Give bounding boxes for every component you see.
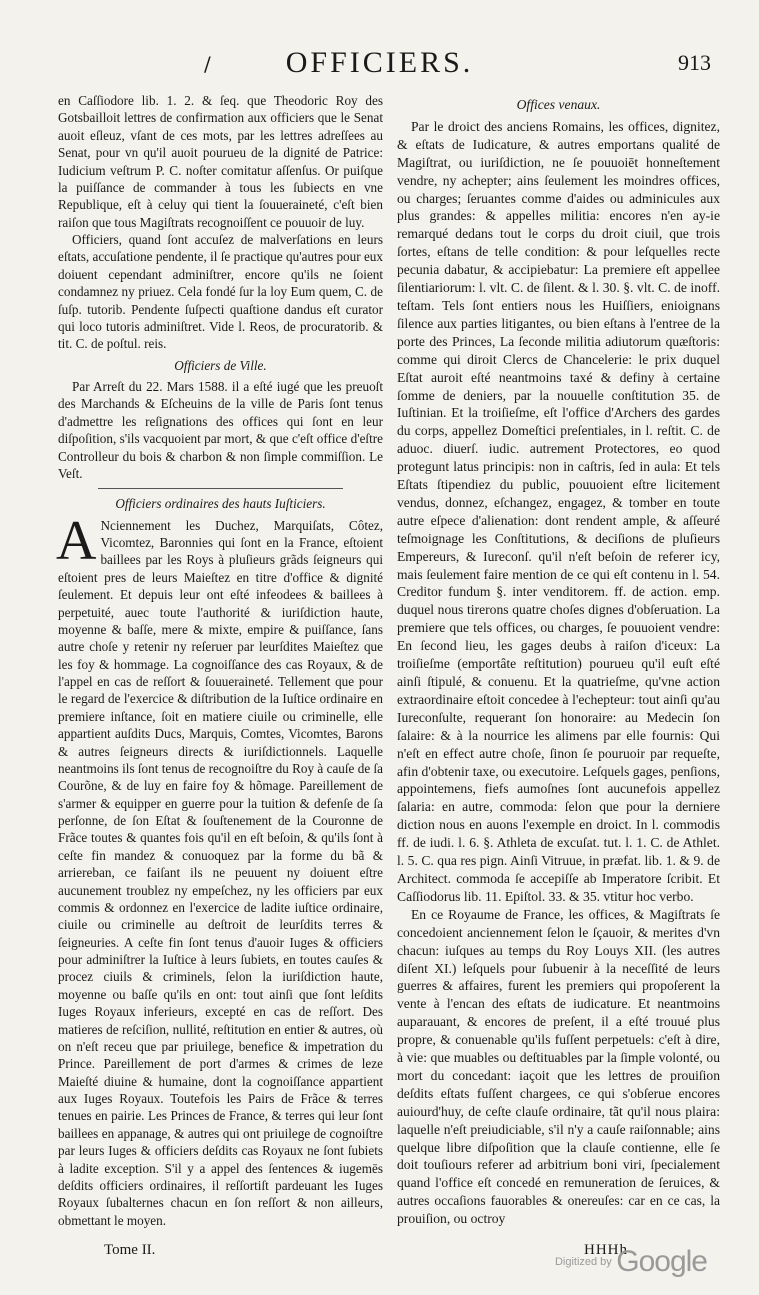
- section-heading-ville: Officiers de Ville.: [174, 357, 267, 373]
- watermark-prefix: Digitized by: [554, 1256, 612, 1268]
- paragraph-text: Nciennement les Duchez, Marquiſats, Côtez, Vicomtez, Baronnies qui ſont en la France, eſtoient baillees par les Roys à pluſieurs grãds ſeigneurs qui eſtoient pres de leurs Maieſtez en titre d'office & dignité ſeulement. Et depuis leur ont eſté infeodees & baillees à perpetuité, auec toute l'authorité & iuriſdiction haute, moyenne & baſſe, mere & mixte, empire & puiſſance, ſans autre choſe y retenir ny reſeruer par leurſdites Maieſtez que les foy & hommage. La cognoiſſance des cas Royaux, & de l'appel en cas de reſſort & ſouueraineté. Tellement que pour le regard de l'exercice & diſtribution de la Iuſtice ordinaire en premiere inſtance, ſoit en matiere ciuile ou criminelle, elle appartient auſdits Ducs, Marquis, Comtes, Vicomtes, Barons & autres ſeigneurs directs & iuriſdictionnels. Laquelle neantmoins ils ſont tenus de recognoiſtre du Roy à cauſe de ſa Courõne, & de luy en faire foy & hõmage. Pareillement de s'armer & equipper en guerre pour la tuition & defenſe de ſa perſonne, de ſon Eſtat & ſouſtenement de la Couronne de Frãce toutes & quantes fois qu'il en eſt beſoin, & qu'ils ſont à ceſte fin mandez & conuoquez par la forme du bã & arriereban, ce faiſant ils ne peuuent ny doiuent eſtre aucunement troublez ny empeſchez, ny les officiers par eux commis & ordonnez en l'exercice de ladite iuſtice ordinaire, ciuile ou criminelle au deſtroit de leurſdits terres & ſeigneuries. A ceſte fin ſont tenus d'auoir Iuges & officiers pour adminiſtrer la Iuſtice à leurs ſubiets, en toutes cauſes & procez ciuils & criminels, ſelon la iuriſdiction haute, moyenne ou baſſe qu'ils en ont: tout ainſi que ſont leſdits Iuges Royaux inferieurs, excepté en cas de reſſort. Des matieres de reſciſion, nullité, reſtitution en entier & autres, où on n'eſt receu que par priuilege, benefice & impetration du Prince. Pareillement de port d'armes & crimes de leze Maieſté diuine & humaine, dont la cognoiſſance appartient aux Iuges Royaux. Toutefois les Pairs de Frãce & terres tenues en pairie. Les Princes de France, & terres qui leur ſont baillees en appanage, & autres qui ont priuilege de cognoiſtre par leurs Iuges & officiers deſdits cas Royaux ne ſont ſubiets à ladite exception. S'il y a appel des ſentences & iugemēs deſdits officiers ordinaires, il reſſortiſt pardeuant les Iuges Royaux ſubalternes chacun en ſon reſſort & non ailleurs, obmettant le moyen.: [58, 517, 383, 1228]
- left-column: [58, 92, 383, 1229]
- paragraph: Par Arreſt du 22. Mars 1588. il a eſté iugé que les preuoſt des Marchands & Eſcheuins de la ville de Paris ſont tenus d'admettre les reſignations des offices qui ſont en leur diſpoſition, s'ils vacquoient par mort, & que c'eſt office d'eſtre Controlleur du bois & charbon & non ſimple commiſſion. Le Veſt.: [58, 379, 383, 481]
- header-slash: /: [204, 52, 211, 76]
- paragraph: En ce Royaume de France, les offices, & Magiſtrats ſe concedoient anciennement ſelon le ſçauoir, & merites d'vn chacun: iuſques au temps du Roy Louys XII. (les autres diſent XI.) leſquels pour ſubuenir à la neceſſité de leurs guerres & affaires, furent les premiers qui propoſerent la vente à l'encan des eſtats de iudicature. Et neantmoins auparauant, & encores de preſent, il a eſté trouué plus propre, & conuenable qu'ils fuſſent perpetuels: c'eſt à dire, à vie: que muables ou deſtituables par la ſimple volonté, ou mort du concedant: iaçoit que les lettres de prouiſion deſdits eſtats fuſſent chargees, ce qui s'obſerue encores auiourd'huy, de ceſte clauſe ordinaire, tãt qu'il nous plaira: laquelle n'eſt preiudiciable, s'il n'y a cauſe raiſonnable; ains quelque libre diſpoſition que la clauſe contienne, elle ſe doit touſiours referer ad arbitrium boni viri, ſpecialement quand l'office eſt concedé en remuneration de ſeruices, & autres occaſions fauorables & onereuſes: car en ce cas, la prouiſion, ou octroy: [397, 906, 720, 1227]
- right-column: [397, 92, 720, 1228]
- paragraph: Par le droict des anciens Romains, les offices, dignitez, & eſtats de Iudicature, & autres emportans qualité de Magiſtrat, ou iuriſdiction, ne ſe pouuoiēt honneſtement vendre, ny achepter; ains ſeulement les moindres offices, ou charges; ſeruantes comme d'aides ou adminicules aux plus grandes: & appelles militia: encores n'en ay-ie remarqué dedans tout le corps du droit ciuil, que trois ſortes, eſtans de telle condition: & pour leſquelles recte pecunia dabatur, & accipiebatur: La premiere eſt appellee ſilentiariorum: l. vlt. C. de ſilent. & l. 30. §. vlt. C. de inoff. teſtam. Tels ſont entiers nous les Huiſſiers, enioignans ſilence aux parties litigantes, ou bien eſtans à l'entree de la porte des Princes, La ſeconde militia adiutorum quæſtoris: comme qui diroit Clercs de Chancelerie: le prix duquel Eſtat auroit eſté neantmoins taxé & definy à certaine ſomme de deniers, par la nouuelle conſtitution 35. de Iuſtinian. Et la troiſieſme, eſt l'office d'Archers des gardes du corps, appellez Domeſtici preſentiales, in l. reſtit. C. de aduoc. diuerſ. iudic. autrement Protectores, eo quod protegunt latus principis: non in caſtris, ſed in aula: Et tels Eſtats ſtipendiez du public, pouuoient eſtre licitement vendus, donnez, eſchangez, engagez, & tomber en toute autre eſpece d'alienation: dont rendent ample, & aſſeuré teſmoignage les Conſtitutions, & deciſions de pluſieurs Empereurs, & Iureconſ. qu'il n'eſt beſoin de referer icy, mais ſeulement faire mention de ce qui eſt contenu in l. 54. Creditor fundum §. inter venditorem. ff. de action. emp. duquel nous tirerons quatre choſes dignes d'obſeruation. La premiere que tels offices, ou charges, ſe pouuoient vendre: En ſecond lieu, les gages deubs à raiſon d'iceux: La troiſieſme (emportâte reſtitution) pourueu qu'il euſt eſté ainſi ſtipulé, & conuenu. Et la quatrieſme, qu'vne action extraordinaire eſtoit concedee à l'echepteur: tout ainſi qu'au Iureconſulte, requerant ſon honoraire: au Medecin ſon ſalaire: & à la nourrice les alimens par elle fournis: Qui n'eſt en effect autre choſe, ſinon ſe pouruoir par requeſte, afin d'obtenir taxe, ou executoire. Leſquels gages, penſions, appointemens, fiefs aumoſnes ſont aucunefois appellez ſalaria: en autre, commoda: ſelon que pour la derniere diction nous en auons l'exemple en droict. In l. commodis ff. de iudi. l. 6. §. Athleta de excuſat. tut. l. 1. C. de Athlet. l. 5. C. qua res pign. Ainſi Vitruue, in præfat. lib. 1. & 9. de Architect. commoda ſe accepiſſe ab Imperatore ſcribit. Et Caſſiodorus lib. 11. Epiſtol. 33. & 35. vtitur hoc verbo.: [397, 118, 720, 904]
- page-number: 913: [678, 50, 711, 75]
- section-heading-venaux: Offices venaux.: [516, 97, 601, 112]
- google-logo: Google: [616, 1245, 707, 1278]
- section-heading-hauts-iusticiers: Officiers ordinaires des hauts Iuſticiers.: [115, 496, 326, 512]
- volume-label: Tome II.: [104, 1242, 156, 1258]
- paragraph: Officiers, quand ſont accuſez de malverſations en leurs eſtats, accuſatione pendente, il ſe practique qu'autres pour eux doiuent cependant adminiſtrer, encore qu'ils ne ſoient condamnez ny priuez. Cela fondé ſur la loy Eum quem, C. de ſuſp. tutorib. Pendente ſuſpecti quaſtione dandus eſt curator qui loco tutoris adminiſtret. Vide l. Reos, de procuratorib. & tit. C. de poſtul. reis.: [58, 232, 383, 352]
- running-header: [0, 44, 759, 90]
- paragraph: en Caſſiodore lib. 1. 2. & ſeq. que Theodoric Roy des Gotsbailloit lettres de confirmation aux officiers que le Senat auoit eſleuz, vſant de ces mots, par les lettres adreſſees au Senat, pour vn qu'il auoit pourueu de la dignité de Patrice: Iudicium veſtrum P. C. noſter comitatur aſſenſus. Or puiſque la puiſſance de commander à tous les ſubiects en vne Republique, eſt à celuy qui tient la ſouueraineté, c'eſt bien raiſon que tous Magiſtrats recognoiſſent ce pouuoir de luy.: [58, 93, 383, 230]
- signature-mark: HHHh: [584, 1242, 628, 1258]
- drop-cap: A: [56, 509, 97, 572]
- page-title: OFFICIERS.: [285, 46, 474, 79]
- digitized-watermark: [555, 1245, 707, 1279]
- section-divider: [98, 488, 343, 489]
- paragraph-with-dropcap: [56, 509, 383, 1229]
